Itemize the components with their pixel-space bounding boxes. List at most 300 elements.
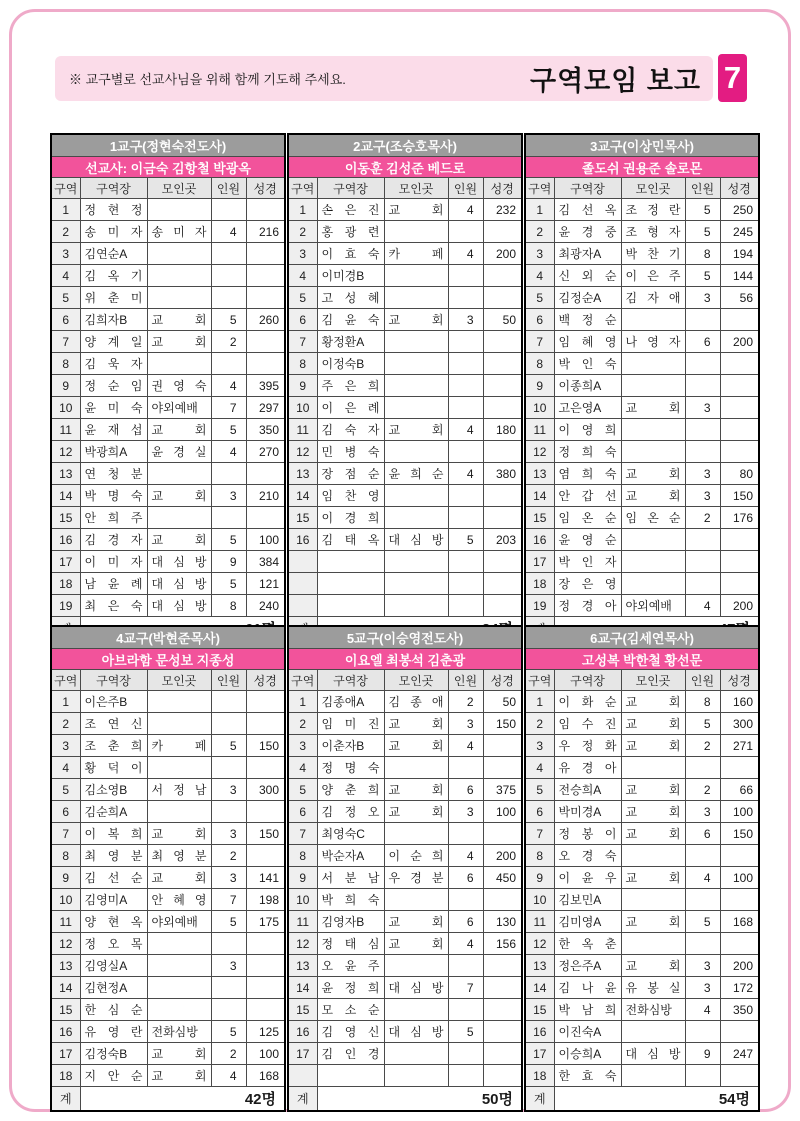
cell-bible xyxy=(483,1065,522,1087)
cell-bible: 66 xyxy=(720,779,759,801)
cell-leader: 최영숙C xyxy=(317,823,384,845)
table-row xyxy=(288,713,522,735)
cell-district-no: 18 xyxy=(525,1065,554,1087)
table-row xyxy=(288,1021,522,1043)
cell-place: 카 페 xyxy=(384,243,448,265)
cell-leader: 안 갑 선 xyxy=(554,485,621,507)
cell-count: 5 xyxy=(211,735,246,757)
cell-district-no: 12 xyxy=(525,933,554,955)
cell-bible xyxy=(720,353,759,375)
table-row xyxy=(525,955,759,977)
cell-bible: 150 xyxy=(246,823,285,845)
cell-bible xyxy=(483,287,522,309)
cell-count xyxy=(448,331,483,353)
cell-count xyxy=(685,1021,720,1043)
cell-place xyxy=(384,595,448,617)
cell-leader: 이승희A xyxy=(554,1043,621,1065)
cell-count: 5 xyxy=(685,199,720,221)
cell-district-no: 3 xyxy=(51,735,80,757)
table-row xyxy=(525,933,759,955)
cell-count: 4 xyxy=(685,867,720,889)
cell-district-no: 19 xyxy=(51,595,80,617)
cell-district-no: 11 xyxy=(51,911,80,933)
table-row xyxy=(288,867,522,889)
table-row xyxy=(288,779,522,801)
cell-bible: 121 xyxy=(246,573,285,595)
table-row xyxy=(525,485,759,507)
cell-count: 4 xyxy=(211,221,246,243)
cell-district-no: 11 xyxy=(525,911,554,933)
table-row xyxy=(525,243,759,265)
cell-count: 2 xyxy=(685,779,720,801)
table-row xyxy=(525,823,759,845)
cell-bible: 80 xyxy=(720,463,759,485)
cell-bible xyxy=(720,845,759,867)
table-row xyxy=(51,933,285,955)
cell-count: 3 xyxy=(211,779,246,801)
cell-leader: 이 복 희 xyxy=(80,823,147,845)
cell-bible: 200 xyxy=(483,243,522,265)
table-row xyxy=(288,309,522,331)
cell-leader: 이 효 숙 xyxy=(317,243,384,265)
cell-leader: 오 경 숙 xyxy=(554,845,621,867)
cell-district-no: 9 xyxy=(525,867,554,889)
table-row xyxy=(51,713,285,735)
table-row xyxy=(51,1021,285,1043)
cell-leader: 이춘자B xyxy=(317,735,384,757)
col-header-leader: 구역장 xyxy=(317,178,384,199)
cell-leader: 유 영 란 xyxy=(80,1021,147,1043)
cell-leader: 이 윤 우 xyxy=(554,867,621,889)
table-row xyxy=(51,243,285,265)
cell-count: 3 xyxy=(448,801,483,823)
cell-count: 5 xyxy=(211,911,246,933)
cell-leader: 정은주A xyxy=(554,955,621,977)
cell-district-no: 3 xyxy=(525,735,554,757)
cell-district-no: 18 xyxy=(525,573,554,595)
cell-leader: 조 춘 희 xyxy=(80,735,147,757)
cell-count xyxy=(448,353,483,375)
cell-district-no: 6 xyxy=(525,309,554,331)
cell-count: 3 xyxy=(685,463,720,485)
table-row xyxy=(525,353,759,375)
table-row xyxy=(288,595,522,617)
cell-district-no: 5 xyxy=(51,287,80,309)
table-missionaries: 아브라함 문성보 지종성 xyxy=(51,649,285,670)
col-header-count: 인원 xyxy=(685,670,720,691)
cell-leader: 양 계 일 xyxy=(80,331,147,353)
cell-bible: 200 xyxy=(720,595,759,617)
col-header-leader: 구역장 xyxy=(554,178,621,199)
table-row xyxy=(525,1043,759,1065)
cell-bible: 156 xyxy=(483,933,522,955)
col-header-count: 인원 xyxy=(448,670,483,691)
cell-leader: 장 점 순 xyxy=(317,463,384,485)
cell-bible xyxy=(483,551,522,573)
cell-bible xyxy=(246,955,285,977)
cell-leader: 최 영 분 xyxy=(80,845,147,867)
cell-place: 서 정 남 xyxy=(147,779,211,801)
table-row xyxy=(525,735,759,757)
cell-bible: 50 xyxy=(483,691,522,713)
cell-leader: 임 미 진 xyxy=(317,713,384,735)
cell-count xyxy=(211,977,246,999)
table-row xyxy=(525,221,759,243)
cell-count xyxy=(448,595,483,617)
cell-place: 윤 경 실 xyxy=(147,441,211,463)
cell-bible xyxy=(720,551,759,573)
table-row xyxy=(288,955,522,977)
cell-leader: 이 화 순 xyxy=(554,691,621,713)
cell-count xyxy=(211,199,246,221)
cell-place: 교 회 xyxy=(384,801,448,823)
cell-count: 5 xyxy=(211,529,246,551)
cell-place xyxy=(384,375,448,397)
cell-leader: 황정환A xyxy=(317,331,384,353)
cell-place xyxy=(147,977,211,999)
col-header-bible: 성경 xyxy=(483,178,522,199)
cell-bible xyxy=(720,529,759,551)
cell-place xyxy=(621,889,685,911)
cell-place: 교 회 xyxy=(621,713,685,735)
cell-bible: 216 xyxy=(246,221,285,243)
table-title: 1교구(정현숙전도사) xyxy=(51,134,285,157)
cell-bible xyxy=(246,287,285,309)
cell-place: 교 회 xyxy=(384,779,448,801)
cell-place: 교 회 xyxy=(384,309,448,331)
table-row xyxy=(525,397,759,419)
table-row xyxy=(51,911,285,933)
cell-bible: 144 xyxy=(720,265,759,287)
col-header-count: 인원 xyxy=(448,178,483,199)
cell-district-no: 13 xyxy=(51,463,80,485)
cell-place: 대 심 방 xyxy=(384,977,448,999)
cell-place xyxy=(147,801,211,823)
cell-place xyxy=(147,265,211,287)
cell-place: 대 심 방 xyxy=(384,529,448,551)
cell-count: 5 xyxy=(448,1021,483,1043)
table-row xyxy=(525,977,759,999)
cell-district-no: 13 xyxy=(51,955,80,977)
cell-place: 이 순 희 xyxy=(384,845,448,867)
cell-bible: 245 xyxy=(720,221,759,243)
cell-count: 5 xyxy=(211,573,246,595)
cell-count xyxy=(211,287,246,309)
cell-leader: 위 춘 미 xyxy=(80,287,147,309)
cell-district-no xyxy=(288,595,317,617)
table-row xyxy=(51,867,285,889)
cell-district-no: 4 xyxy=(288,265,317,287)
cell-district-no xyxy=(288,573,317,595)
cell-leader: 정 명 숙 xyxy=(317,757,384,779)
table-missionaries: 이동훈 김성준 베드로 xyxy=(288,157,522,178)
cell-district-no: 8 xyxy=(288,845,317,867)
cell-leader: 김영미A xyxy=(80,889,147,911)
cell-district-no: 14 xyxy=(288,977,317,999)
cell-bible: 300 xyxy=(720,713,759,735)
table-row xyxy=(525,595,759,617)
cell-count: 7 xyxy=(211,397,246,419)
cell-leader: 이 미 자 xyxy=(80,551,147,573)
cell-leader: 홍 광 련 xyxy=(317,221,384,243)
cell-bible: 200 xyxy=(483,845,522,867)
cell-bible: 232 xyxy=(483,199,522,221)
table-row xyxy=(288,397,522,419)
cell-leader: 한 심 순 xyxy=(80,999,147,1021)
table-row xyxy=(525,911,759,933)
cell-count: 3 xyxy=(211,485,246,507)
table-row xyxy=(51,221,285,243)
cell-place xyxy=(384,551,448,573)
cell-district-no: 8 xyxy=(525,353,554,375)
cell-bible xyxy=(483,221,522,243)
table-row xyxy=(51,955,285,977)
cell-count xyxy=(685,573,720,595)
cell-bible: 375 xyxy=(483,779,522,801)
cell-district-no: 10 xyxy=(525,889,554,911)
table-row xyxy=(51,397,285,419)
table-row xyxy=(51,353,285,375)
cell-bible xyxy=(246,199,285,221)
cell-leader: 이미경B xyxy=(317,265,384,287)
table-row xyxy=(51,485,285,507)
table-row xyxy=(288,1043,522,1065)
cell-district-no: 17 xyxy=(525,1043,554,1065)
cell-leader: 김희자B xyxy=(80,309,147,331)
cell-district-no: 9 xyxy=(288,867,317,889)
cell-district-no xyxy=(288,551,317,573)
cell-leader: 박순자A xyxy=(317,845,384,867)
cell-bible: 200 xyxy=(720,955,759,977)
col-header-bible: 성경 xyxy=(246,670,285,691)
cell-leader: 서 분 남 xyxy=(317,867,384,889)
table-row xyxy=(51,845,285,867)
col-header-leader: 구역장 xyxy=(80,178,147,199)
cell-count: 4 xyxy=(685,999,720,1021)
total-label: 계 xyxy=(525,1087,554,1112)
total-value: 50명 xyxy=(317,1087,522,1112)
table-row xyxy=(288,441,522,463)
cell-bible xyxy=(246,757,285,779)
cell-district-no: 15 xyxy=(51,999,80,1021)
cell-bible: 247 xyxy=(720,1043,759,1065)
cell-place: 전화심방 xyxy=(621,999,685,1021)
cell-bible xyxy=(720,757,759,779)
cell-bible: 150 xyxy=(720,485,759,507)
col-header-leader: 구역장 xyxy=(554,670,621,691)
cell-leader xyxy=(317,551,384,573)
cell-district-no: 16 xyxy=(525,1021,554,1043)
cell-district-no: 5 xyxy=(288,779,317,801)
cell-bible: 100 xyxy=(483,801,522,823)
cell-district-no: 7 xyxy=(525,823,554,845)
table-row xyxy=(51,419,285,441)
cell-leader: 황 덕 이 xyxy=(80,757,147,779)
cell-count: 5 xyxy=(685,713,720,735)
cell-place: 교 회 xyxy=(621,485,685,507)
cell-district-no: 5 xyxy=(525,779,554,801)
cell-district-no: 9 xyxy=(288,375,317,397)
cell-place: 교 회 xyxy=(147,823,211,845)
cell-count: 8 xyxy=(685,691,720,713)
table-row xyxy=(288,889,522,911)
cell-place: 나 영 자 xyxy=(621,331,685,353)
table-row xyxy=(288,691,522,713)
table-row xyxy=(51,757,285,779)
cell-leader: 김 옥 기 xyxy=(80,265,147,287)
cell-place xyxy=(384,823,448,845)
table-row xyxy=(525,1065,759,1087)
cell-count: 4 xyxy=(211,375,246,397)
table-row xyxy=(51,823,285,845)
cell-bible xyxy=(720,397,759,419)
cell-bible xyxy=(483,999,522,1021)
cell-leader: 윤 미 숙 xyxy=(80,397,147,419)
cell-bible xyxy=(483,1021,522,1043)
cell-place: 교 회 xyxy=(147,867,211,889)
cell-district-no: 2 xyxy=(288,713,317,735)
cell-count: 2 xyxy=(211,1043,246,1065)
col-header-place: 모인곳 xyxy=(147,178,211,199)
cell-count xyxy=(448,757,483,779)
table-row xyxy=(525,375,759,397)
cell-district-no: 5 xyxy=(51,779,80,801)
cell-leader: 박 인 숙 xyxy=(554,353,621,375)
cell-bible: 100 xyxy=(246,529,285,551)
cell-place xyxy=(384,265,448,287)
col-header-count: 인원 xyxy=(685,178,720,199)
cell-bible xyxy=(483,823,522,845)
cell-district-no: 14 xyxy=(288,485,317,507)
cell-bible: 100 xyxy=(246,1043,285,1065)
cell-district-no: 19 xyxy=(525,595,554,617)
cell-place xyxy=(147,463,211,485)
cell-leader: 고 성 혜 xyxy=(317,287,384,309)
cell-district-no: 13 xyxy=(525,955,554,977)
cell-leader: 김 태 옥 xyxy=(317,529,384,551)
cell-leader: 김 정 오 xyxy=(317,801,384,823)
cell-count: 5 xyxy=(685,911,720,933)
cell-leader: 신 외 순 xyxy=(554,265,621,287)
cell-district-no: 16 xyxy=(51,1021,80,1043)
cell-count: 3 xyxy=(211,955,246,977)
total-value: 42명 xyxy=(80,1087,285,1112)
cell-bible: 50 xyxy=(483,309,522,331)
cell-place: 조 형 자 xyxy=(621,221,685,243)
col-header-bible: 성경 xyxy=(483,670,522,691)
cell-count xyxy=(448,507,483,529)
cell-leader: 김미영A xyxy=(554,911,621,933)
cell-place: 교 회 xyxy=(621,779,685,801)
table-row xyxy=(51,999,285,1021)
cell-district-no: 8 xyxy=(288,353,317,375)
cell-district-no: 5 xyxy=(525,287,554,309)
cell-count xyxy=(211,713,246,735)
table-row xyxy=(288,199,522,221)
cell-leader: 김영자B xyxy=(317,911,384,933)
table-row xyxy=(288,221,522,243)
cell-leader: 김 윤 숙 xyxy=(317,309,384,331)
cell-bible xyxy=(483,595,522,617)
cell-count xyxy=(685,529,720,551)
cell-count: 2 xyxy=(448,691,483,713)
cell-count xyxy=(211,265,246,287)
cell-place xyxy=(621,353,685,375)
cell-district-no: 12 xyxy=(288,441,317,463)
cell-count: 6 xyxy=(685,331,720,353)
cell-count: 7 xyxy=(448,977,483,999)
cell-count xyxy=(685,375,720,397)
cell-count: 5 xyxy=(211,1021,246,1043)
cell-district-no: 17 xyxy=(51,551,80,573)
cell-count: 3 xyxy=(685,977,720,999)
table-row xyxy=(525,691,759,713)
cell-district-no: 1 xyxy=(51,691,80,713)
cell-place: 교 회 xyxy=(384,199,448,221)
cell-leader: 지 안 순 xyxy=(80,1065,147,1087)
table-row xyxy=(525,507,759,529)
cell-leader: 박미경A xyxy=(554,801,621,823)
cell-place xyxy=(384,441,448,463)
cell-place xyxy=(621,1021,685,1043)
cell-count xyxy=(448,397,483,419)
table-row xyxy=(525,573,759,595)
cell-leader: 임 온 순 xyxy=(554,507,621,529)
cell-place xyxy=(621,1065,685,1087)
cell-place: 야외예배 xyxy=(147,911,211,933)
cell-leader: 임 혜 영 xyxy=(554,331,621,353)
cell-place: 김 종 애 xyxy=(384,691,448,713)
district-table-2 xyxy=(287,133,523,642)
cell-district-no: 11 xyxy=(525,419,554,441)
cell-district-no: 8 xyxy=(51,845,80,867)
cell-bible xyxy=(246,845,285,867)
col-header-count: 인원 xyxy=(211,670,246,691)
cell-district-no: 4 xyxy=(525,757,554,779)
cell-bible: 297 xyxy=(246,397,285,419)
cell-leader: 박 희 숙 xyxy=(317,889,384,911)
cell-district-no: 12 xyxy=(51,441,80,463)
cell-district-no: 6 xyxy=(288,801,317,823)
cell-count xyxy=(448,287,483,309)
cell-leader: 모 소 순 xyxy=(317,999,384,1021)
table-row xyxy=(525,845,759,867)
cell-place: 교 회 xyxy=(621,801,685,823)
cell-bible: 260 xyxy=(246,309,285,331)
cell-count xyxy=(448,221,483,243)
cell-count: 4 xyxy=(448,243,483,265)
cell-place xyxy=(384,397,448,419)
table-row xyxy=(288,287,522,309)
cell-count xyxy=(685,419,720,441)
cell-place: 권 영 숙 xyxy=(147,375,211,397)
cell-count: 5 xyxy=(211,419,246,441)
cell-place xyxy=(621,441,685,463)
cell-bible: 350 xyxy=(720,999,759,1021)
table-row xyxy=(525,463,759,485)
cell-count: 6 xyxy=(448,867,483,889)
cell-district-no: 5 xyxy=(288,287,317,309)
table-row xyxy=(525,309,759,331)
cell-count xyxy=(448,823,483,845)
cell-place xyxy=(384,287,448,309)
cell-count: 5 xyxy=(211,309,246,331)
cell-leader: 박 인 자 xyxy=(554,551,621,573)
table-row xyxy=(525,779,759,801)
table-row xyxy=(525,441,759,463)
cell-district-no: 16 xyxy=(525,529,554,551)
cell-place: 교 회 xyxy=(147,1065,211,1087)
